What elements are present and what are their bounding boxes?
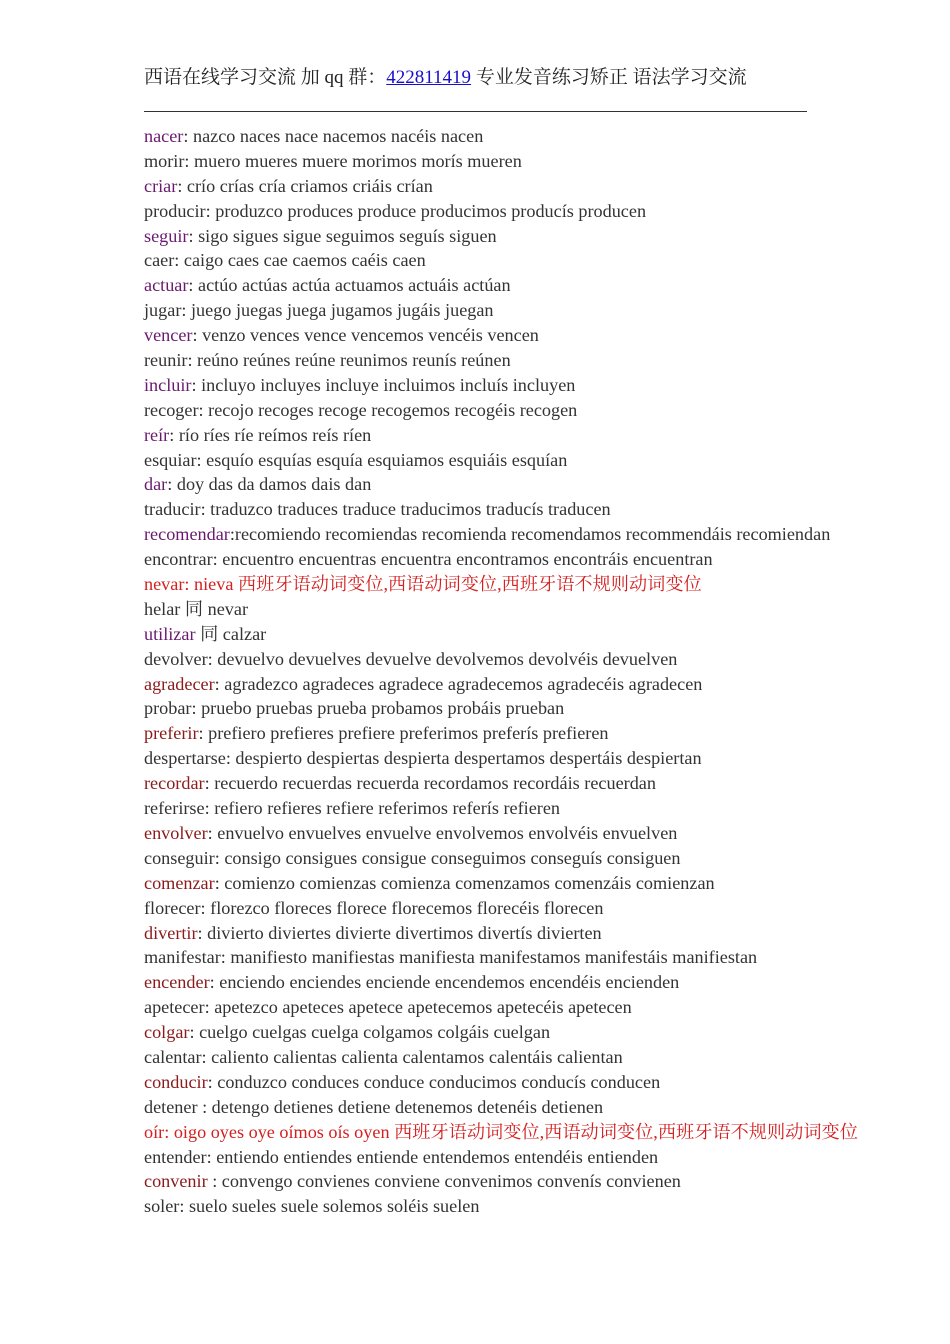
verb-conjugation-forms: crío crías cría criamos criáis crían xyxy=(186,175,433,196)
verb-conjugation-forms: conduzco conduces conduce conducimos conducís conducen xyxy=(217,1071,661,1092)
verb-separator: : xyxy=(206,1146,217,1167)
verb-line-31 xyxy=(144,896,858,921)
verb-line-0 xyxy=(144,124,858,149)
verb-separator: : xyxy=(169,424,179,445)
verb-conjugation-forms: nieva xyxy=(194,574,234,595)
verb-separator: : xyxy=(192,325,203,346)
verb-separator: : xyxy=(189,1022,200,1043)
verb-conjugation-forms: enciendo enciendes enciende encendemos encendéis encienden xyxy=(219,972,680,993)
verb-infinitive[interactable]: agradecer xyxy=(144,673,215,694)
verb-conjugation-forms: recomiendo recomiendas recomienda recomendamos recommendáis recomiendan xyxy=(234,524,831,545)
verb-infinitive: producir xyxy=(144,200,206,221)
verb-line-10 xyxy=(144,373,858,398)
verb-conjugation-forms: recojo recoges recoge recogemos recogéis recogen xyxy=(208,399,578,420)
verb-line-28 xyxy=(144,821,858,846)
verb-separator: : xyxy=(196,449,207,470)
verb-conjugation-forms: convengo convienes conviene convenimos convenís convienen xyxy=(221,1171,681,1192)
verb-line-32 xyxy=(144,921,858,946)
verb-line-33 xyxy=(144,945,858,970)
verb-separator: : xyxy=(177,175,187,196)
verb-separator: : xyxy=(209,972,220,993)
verb-infinitive[interactable]: actuar xyxy=(144,275,189,296)
verb-line-14 xyxy=(144,472,858,497)
verb-line-26 xyxy=(144,771,858,796)
page-header xyxy=(144,64,747,92)
verb-conjugation-forms: consigo consigues consigue conseguimos conseguís consiguen xyxy=(224,847,681,868)
verb-separator: : xyxy=(183,126,193,146)
verb-conjugation-forms: cuelgo cuelgas cuelga colgamos colgáis cuelgan xyxy=(199,1022,551,1043)
verb-conjugation-forms: incluyo incluyes incluye incluimos incluís incluyen xyxy=(201,374,576,395)
verb-infinitive[interactable]: comenzar xyxy=(144,872,215,893)
verb-line-37 xyxy=(144,1045,858,1070)
verb-infinitive: probar xyxy=(144,698,192,719)
verb-infinitive[interactable]: envolver xyxy=(144,822,208,843)
verb-infinitive[interactable]: colgar xyxy=(144,1022,190,1043)
verb-line-7 xyxy=(144,298,858,323)
verb-conjugation-forms: pruebo pruebas prueba probamos probáis prueban xyxy=(201,698,565,719)
verb-line-6 xyxy=(144,273,858,298)
verb-infinitive[interactable]: divertir xyxy=(144,922,198,943)
verb-separator: : xyxy=(200,897,211,918)
verb-line-4 xyxy=(144,224,858,249)
verb-line-13 xyxy=(144,448,858,473)
verb-line-39 xyxy=(144,1095,858,1120)
verb-line-41 xyxy=(144,1145,858,1170)
verb-infinitive[interactable]: reír xyxy=(144,424,170,445)
verb-line-15 xyxy=(144,497,858,522)
verb-separator: : xyxy=(214,847,225,868)
verb-separator: : xyxy=(204,997,215,1018)
verb-infinitive: jugar xyxy=(144,300,182,321)
verb-line-35 xyxy=(144,995,858,1020)
verb-infinitive: despertarse xyxy=(144,748,226,769)
verb-separator: : xyxy=(188,275,199,296)
verb-conjugation-forms: recuerdo recuerdas recuerda recordamos recordáis recuerdan xyxy=(214,773,656,794)
verb-infinitive[interactable]: criar xyxy=(144,175,178,196)
verb-line-22 xyxy=(144,672,858,697)
verb-infinitive: morir xyxy=(144,150,185,171)
verb-line-9 xyxy=(144,348,858,373)
verb-line-29 xyxy=(144,846,858,871)
verb-infinitive: esquiar xyxy=(144,449,197,470)
verb-conjugation-forms: nazco naces nace nacemos nacéis nacen xyxy=(192,126,484,146)
verb-conjugation-forms: prefiero prefieres prefiere preferimos preferís prefieren xyxy=(208,723,609,744)
verb-conjugation-forms: traduzco traduces traduce traducimos traducís traducen xyxy=(210,499,611,520)
verb-conjugation-forms: suelo sueles suele solemos soléis suelen xyxy=(188,1196,480,1217)
verb-line-23 xyxy=(144,696,858,721)
verb-conjugation-forms: 同 nevar xyxy=(184,598,249,619)
verb-line-24 xyxy=(144,721,858,746)
verb-conjugation-forms: refiero refieres refiere referimos referís refieren xyxy=(214,798,561,819)
verb-infinitive[interactable]: nacer xyxy=(144,126,184,146)
verb-separator: : xyxy=(187,350,198,371)
verb-conjugation-forms: muero mueres muere morimos morís mueren xyxy=(194,150,522,171)
verb-infinitive: recoger xyxy=(144,399,199,420)
verb-separator: : xyxy=(167,474,177,495)
verb-infinitive: devolver xyxy=(144,648,208,669)
verb-separator: : xyxy=(198,723,209,744)
verb-separator: : xyxy=(191,374,202,395)
verb-conjugation-forms: juego juegas juega jugamos jugáis juegan xyxy=(190,300,494,321)
verb-infinitive: manifestar xyxy=(144,947,221,968)
header-divider xyxy=(144,111,807,112)
verb-infinitive[interactable]: seguir xyxy=(144,225,189,246)
verb-conjugation-forms: devuelvo devuelves devuelve devolvemos devolvéis devuelven xyxy=(217,648,678,669)
verb-infinitive[interactable]: convenir xyxy=(144,1171,208,1192)
verb-line-3 xyxy=(144,199,858,224)
verb-infinitive[interactable]: utilizar xyxy=(144,623,196,644)
verb-line-30 xyxy=(144,871,858,896)
verb-line-12 xyxy=(144,423,858,448)
verb-infinitive: apetecer xyxy=(144,997,205,1018)
verb-line-27 xyxy=(144,796,858,821)
verb-conjugation-list xyxy=(144,124,858,1219)
verb-separator: : xyxy=(220,947,231,968)
verb-infinitive[interactable]: dar xyxy=(144,474,168,495)
verb-separator: : xyxy=(198,399,209,420)
verb-infinitive[interactable]: vencer xyxy=(144,325,193,346)
verb-line-34 xyxy=(144,970,858,995)
verb-separator: : xyxy=(191,698,202,719)
verb-conjugation-forms: apetezco apeteces apetece apetecemos apetecéis apetecen xyxy=(214,997,632,1018)
verb-separator: : xyxy=(205,200,216,221)
verb-conjugation-forms: divierto diviertes divierte divertimos divertís divierten xyxy=(207,922,602,943)
verb-line-2 xyxy=(144,174,858,199)
verb-separator: : xyxy=(197,1096,212,1117)
verb-separator: : xyxy=(184,574,194,595)
verb-conjugation-forms: oigo oyes oye oímos oís oyen xyxy=(173,1121,390,1142)
verb-infinitive: florecer xyxy=(144,897,201,918)
verb-infinitive: helar xyxy=(144,598,181,619)
verb-separator: : xyxy=(174,250,184,271)
verb-infinitive: soler xyxy=(144,1196,180,1217)
verb-conjugation-forms: entiendo entiendes entiende entendemos entendéis entienden xyxy=(216,1146,659,1167)
verb-separator: : xyxy=(201,1046,212,1067)
verb-infinitive: encontrar xyxy=(144,549,213,570)
verb-chinese-note: 西班牙语动词变位,西语动词变位,西班牙语不规则动词变位 xyxy=(233,574,702,595)
verb-conjugation-forms: detengo detienes detiene detenemos detenéis detienen xyxy=(211,1096,604,1117)
verb-conjugation-forms: reúno reúnes reúne reunimos reunís reúnen xyxy=(197,350,511,371)
verb-line-8 xyxy=(144,323,858,348)
verb-conjugation-forms: caigo caes cae caemos caéis caen xyxy=(183,250,426,271)
verb-infinitive: nevar xyxy=(144,574,185,595)
verb-separator: : xyxy=(207,648,218,669)
verb-conjugation-forms: agradezco agradeces agradece agradecemos agradecéis agradecen xyxy=(224,673,703,694)
verb-separator: : xyxy=(179,1196,189,1217)
verb-conjugation-forms: manifiesto manifiestas manifiesta manifestamos manifestáis manifiestan xyxy=(230,947,758,968)
verb-infinitive[interactable]: encender xyxy=(144,972,210,993)
verb-infinitive[interactable]: recomendar xyxy=(144,524,230,545)
verb-line-5 xyxy=(144,248,858,273)
verb-separator: : xyxy=(207,1071,218,1092)
verb-line-20 xyxy=(144,622,858,647)
verb-separator: : xyxy=(212,549,223,570)
verb-infinitive: calentar xyxy=(144,1046,202,1067)
verb-conjugation-forms: despierto despiertas despierta despertamos despertáis despiertan xyxy=(235,748,702,769)
verb-infinitive: caer xyxy=(144,250,175,271)
verb-conjugation-forms: esquío esquías esquía esquiamos esquiáis esquían xyxy=(206,449,568,470)
verb-separator: : xyxy=(164,1121,174,1142)
qq-group-link[interactable]: 422811419 xyxy=(386,67,472,88)
verb-infinitive[interactable]: recordar xyxy=(144,773,205,794)
verb-line-38 xyxy=(144,1070,858,1095)
verb-separator: : xyxy=(200,499,211,520)
verb-line-18 xyxy=(144,572,858,597)
verb-infinitive: detener xyxy=(144,1096,198,1117)
verb-separator: : xyxy=(181,300,191,321)
verb-separator: : xyxy=(207,1171,222,1192)
verb-separator: : xyxy=(214,872,225,893)
verb-line-25 xyxy=(144,746,858,771)
verb-conjugation-forms: 同 calzar xyxy=(200,623,267,644)
verb-conjugation-forms: caliento calientas calienta calentamos calentáis calientan xyxy=(211,1046,623,1067)
verb-separator: : xyxy=(207,822,218,843)
verb-conjugation-forms: venzo vences vence vencemos vencéis vencen xyxy=(202,325,539,346)
verb-infinitive[interactable]: incluir xyxy=(144,374,192,395)
verb-conjugation-forms: comienzo comienzas comienza comenzamos comenzáis comienzan xyxy=(224,872,715,893)
verb-line-43 xyxy=(144,1194,858,1219)
verb-infinitive: reunir xyxy=(144,350,188,371)
verb-chinese-note: 西班牙语动词变位,西语动词变位,西班牙语不规则动词变位 xyxy=(389,1121,858,1142)
verb-line-17 xyxy=(144,547,858,572)
verb-conjugation-forms: produzco produces produce producimos producís producen xyxy=(215,200,647,221)
verb-line-40 xyxy=(144,1120,858,1145)
verb-infinitive: oír xyxy=(144,1121,165,1142)
verb-conjugation-forms: sigo sigues sigue seguimos seguís siguen xyxy=(198,225,497,246)
verb-infinitive: traducir xyxy=(144,499,201,520)
verb-infinitive[interactable]: conducir xyxy=(144,1071,208,1092)
verb-separator: : xyxy=(188,225,199,246)
verb-line-21 xyxy=(144,647,858,672)
verb-infinitive[interactable]: preferir xyxy=(144,723,199,744)
verb-infinitive: referirse xyxy=(144,798,205,819)
header-intro: 西语在线学习交流 加 qq 群： xyxy=(144,67,387,88)
verb-separator: : xyxy=(204,773,215,794)
verb-infinitive: conseguir xyxy=(144,847,215,868)
verb-separator: : xyxy=(204,798,215,819)
verb-conjugation-forms: envuelvo envuelves envuelve envolvemos envolvéis envuelven xyxy=(217,822,678,843)
verb-conjugation-forms: actúo actúas actúa actuamos actuáis actúan xyxy=(198,275,511,296)
verb-line-19 xyxy=(144,597,858,622)
verb-line-42 xyxy=(144,1169,858,1194)
verb-line-36 xyxy=(144,1020,858,1045)
verb-separator: : xyxy=(229,524,235,545)
verb-separator: : xyxy=(197,922,208,943)
verb-conjugation-forms: río ríes ríe reímos reís ríen xyxy=(178,424,372,445)
verb-line-1 xyxy=(144,149,858,174)
verb-line-16 xyxy=(144,522,858,547)
verb-separator: : xyxy=(214,673,225,694)
verb-infinitive: entender xyxy=(144,1146,207,1167)
verb-conjugation-forms: florezco floreces florece florecemos florecéis florecen xyxy=(210,897,604,918)
header-outro: 专业发音练习矫正 语法学习交流 xyxy=(471,67,747,88)
verb-separator: : xyxy=(184,150,195,171)
verb-separator: : xyxy=(225,748,236,769)
verb-line-11 xyxy=(144,398,858,423)
verb-conjugation-forms: encuentro encuentras encuentra encontramos encontráis encuentran xyxy=(222,549,713,570)
verb-conjugation-forms: doy das da damos dais dan xyxy=(176,474,372,495)
